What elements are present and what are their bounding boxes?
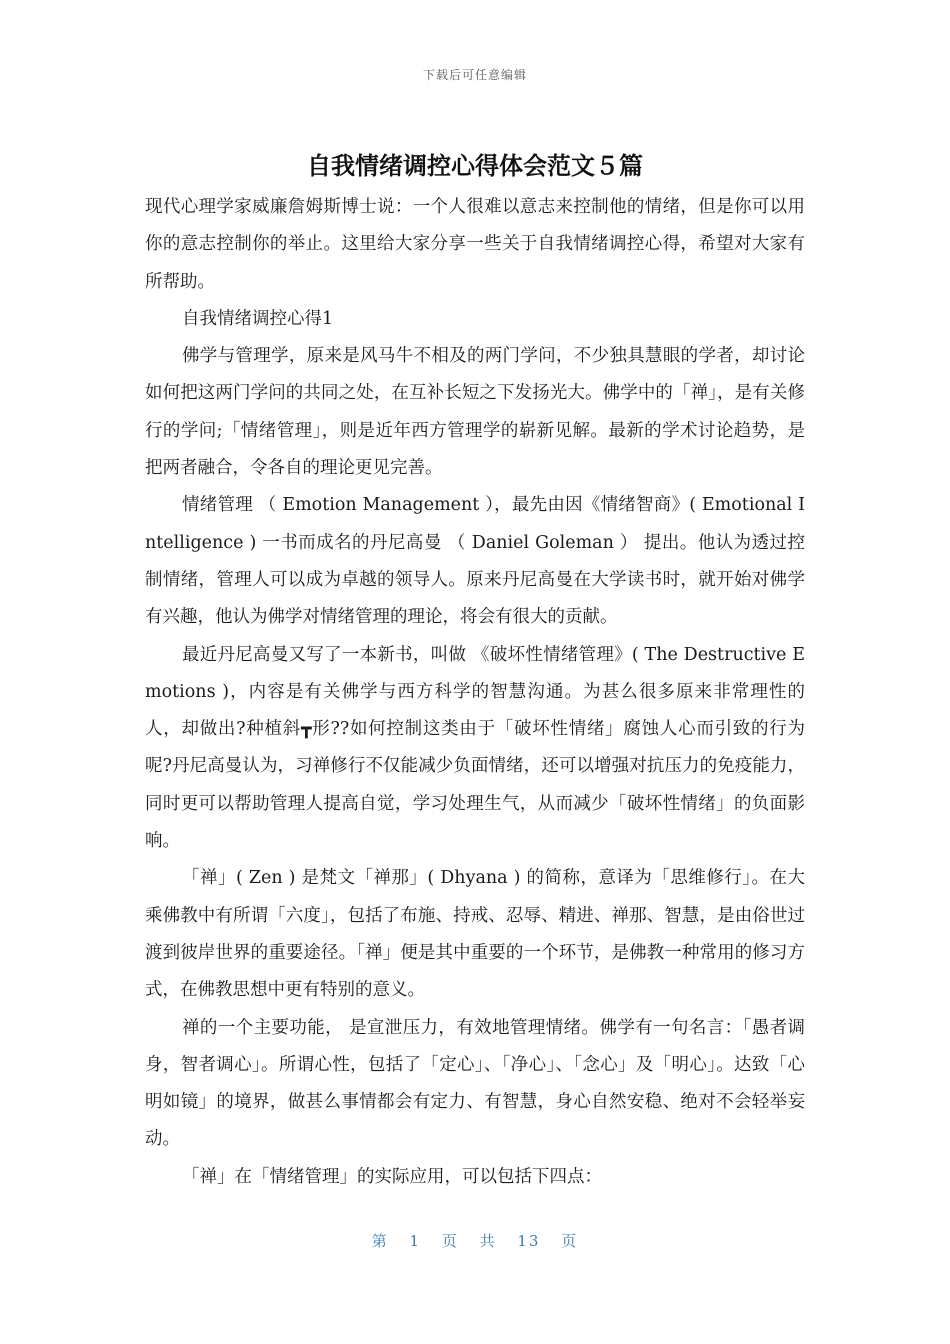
header-note: 下载后可任意编辑 <box>422 68 527 82</box>
document-body <box>145 189 805 1196</box>
body-paragraph: 最近丹尼高曼又写了一本新书，叫做 《破坏性情绪管理》( The Destructive Emotions )，内容是有关佛学与西方科学的智慧沟通。为甚么很多原来非常理性的人，却做出?种植斜┳形??如何控制这类由于「破坏性情绪」腐蚀人心而引致的行为呢?丹尼高曼认为，习禅修行不仅能减少负面情绪，还可以增强对抗压力的免疫能力，同时更可以帮助管理人提高自觉，学习处理生气，从而减少「破坏性情绪」的负面影响。 <box>145 644 805 852</box>
section-heading: 自我情绪调控心得1 <box>182 308 334 329</box>
page-number-footer: 第 1 页 共 13 页 <box>371 1232 579 1250</box>
body-paragraph: 佛学与管理学，原来是风马牛不相及的两门学问，不少独具慧眼的学者，却讨论如何把这两门学问的共同之处，在互补长短之下发扬光大。佛学中的「禅」，是有关修行的学问;「情绪管理」，则是近年西方管理学的崭新见解。最新的学术讨论趋势，是把两者融合，令各自的理论更见完善。 <box>145 346 805 479</box>
intro-paragraph: 现代心理学家威廉詹姆斯博士说：一个人很难以意志来控制他的情绪，但是你可以用你的意志控制你的举止。这里给大家分享一些关于自我情绪调控心得，希望对大家有所帮助。 <box>145 197 805 292</box>
body-paragraph: 「禅」( Zen ) 是梵文「禅那」( Dhyana ) 的简称，意译为「思维修行」。在大乘佛教中有所谓「六度」，包括了布施、持戒、忍辱、精进、禅那、智慧，是由俗世过渡到彼岸世界的重要途径。「禅」便是其中重要的一个环节，是佛教一种常用的修习方式，在佛教思想中更有特别的意义。 <box>145 868 805 1001</box>
document-title: 自我情绪调控心得体会范文５篇 <box>307 152 643 180</box>
body-paragraph: 禅的一个主要功能， 是宣泄压力，有效地管理情绪。佛学有一句名言：「愚者调身，智者调心」。所谓心性，包括了「定心」、「净心」、「念心」及「明心」。达致「心明如镜」的境界，做甚么事情都会有定力、有智慧，身心自然安稳、绝对不会轻举妄动。 <box>145 1017 805 1150</box>
body-paragraph: 情绪管理 （ Emotion Management ），最先由因《情绪智商》( Emotional Intelligence ) 一书而成名的丹尼高曼 （ Daniel Goleman ） 提出。他认为透过控制情绪，管理人可以成为卓越的领导人。原来丹尼高曼在大学读书时，就开始对佛学有兴趣，他认为佛学对情绪管理的理论，将会有很大的贡献。 <box>145 495 805 628</box>
body-paragraph: 「禅」在「情绪管理」的实际应用，可以包括下四点： <box>182 1166 602 1187</box>
